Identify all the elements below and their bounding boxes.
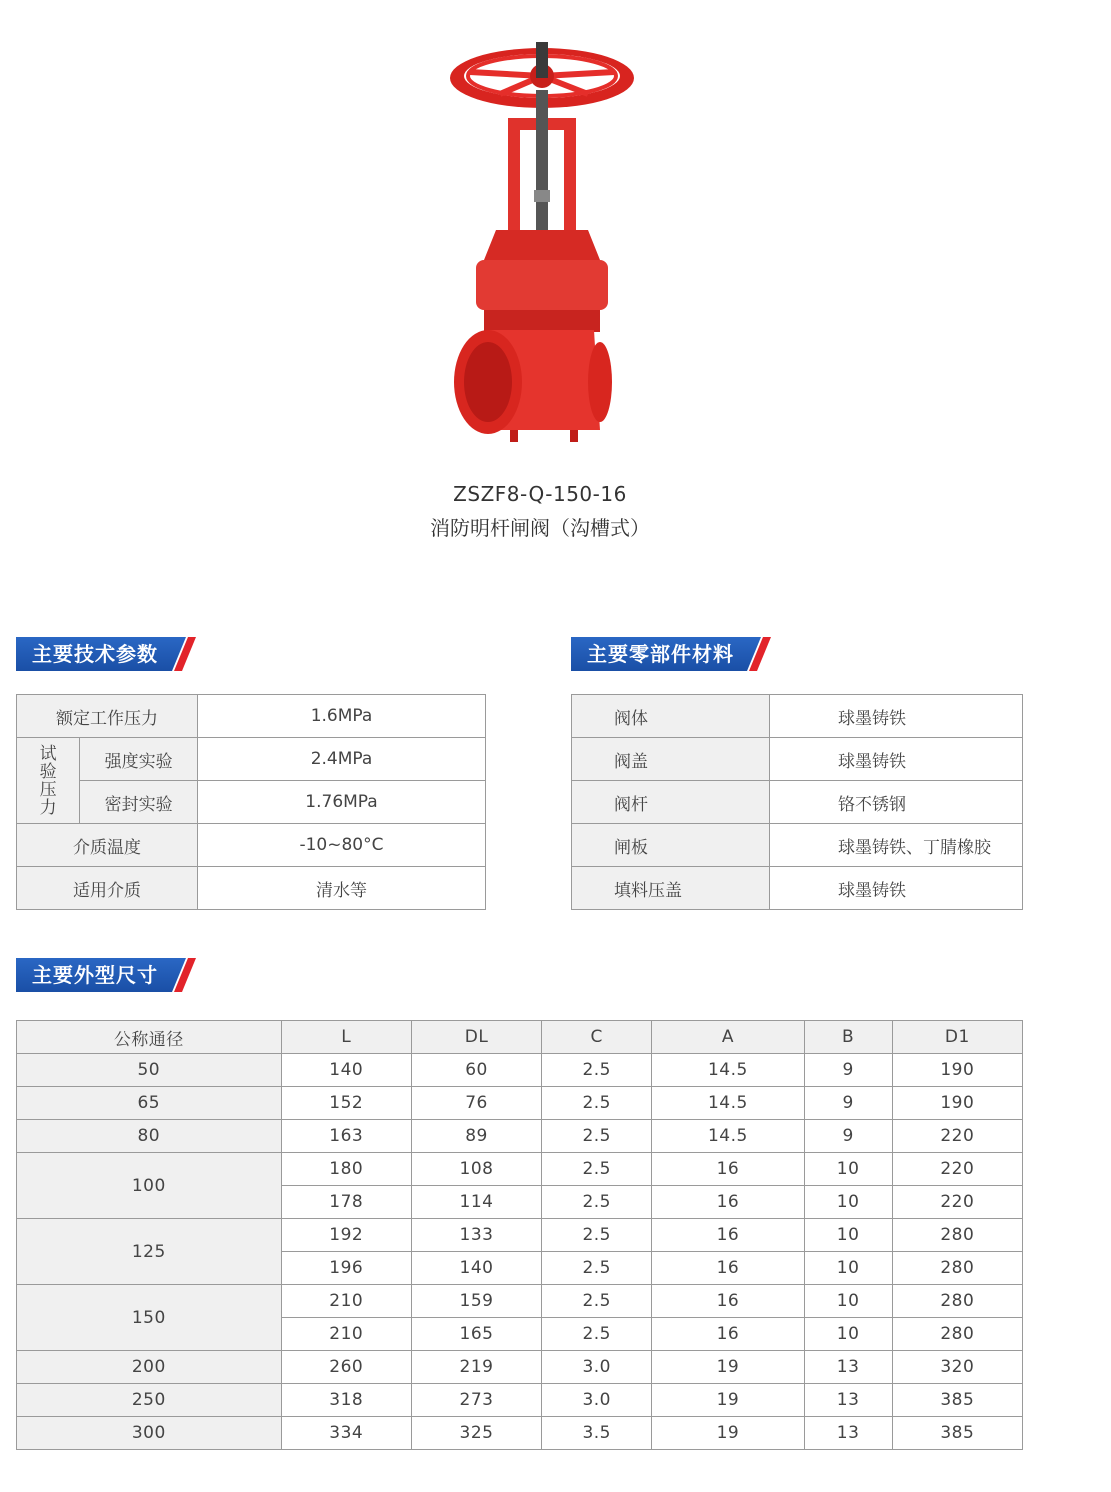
table-cell: 89 [411,1120,541,1153]
medium-label: 适用介质 [17,867,198,910]
medium-value: 清水等 [198,867,486,910]
table-row [572,824,1023,867]
table-cell: 10 [804,1318,892,1351]
table-cell: 180 [281,1153,411,1186]
column-header: DL [411,1021,541,1054]
table-row [17,738,486,781]
table-cell: 9 [804,1054,892,1087]
table-row [17,1054,1023,1087]
rated-pressure-label: 额定工作压力 [17,695,198,738]
test-pressure-label [17,738,80,824]
table-cell: 9 [804,1120,892,1153]
rated-pressure-value: 1.6MPa [198,695,486,738]
table-cell: 2.5 [542,1120,652,1153]
section-title-text: 主要外型尺寸 [32,963,158,987]
test-pressure-char: 验 [39,761,57,782]
table-cell: 318 [281,1384,411,1417]
table-cell: 210 [281,1285,411,1318]
table-row [17,1087,1023,1120]
medium-temp-value: -10~80°C [198,824,486,867]
table-cell: 320 [892,1351,1022,1384]
table-cell: 14.5 [652,1054,804,1087]
table-row [572,695,1023,738]
table-cell: 14.5 [652,1120,804,1153]
test-pressure-char: 力 [39,797,57,818]
table-cell: 13 [804,1417,892,1450]
column-header: A [652,1021,804,1054]
material-part: 填料压盖 [572,867,770,910]
column-header: L [281,1021,411,1054]
table-cell: 385 [892,1417,1022,1450]
seal-test-value: 1.76MPa [198,781,486,824]
table-cell: 3.5 [542,1417,652,1450]
medium-temp-label: 介质温度 [17,824,198,867]
table-cell: 273 [411,1384,541,1417]
table-cell: 220 [892,1120,1022,1153]
material-value: 球墨铸铁、丁腈橡胶 [770,824,1023,867]
table-cell: 13 [804,1351,892,1384]
table-cell: 16 [652,1219,804,1252]
table-cell: 19 [652,1417,804,1450]
tech-params-table [16,694,486,910]
table-cell: 3.0 [542,1351,652,1384]
table-row [572,867,1023,910]
table-cell: 2.5 [542,1054,652,1087]
strength-test-label: 强度实验 [80,738,198,781]
material-part: 阀盖 [572,738,770,781]
table-row [17,1285,1023,1318]
section-title-dimensions [16,958,196,992]
table-cell: 280 [892,1219,1022,1252]
table-cell: 60 [411,1054,541,1087]
table-row [572,738,1023,781]
strength-test-value: 2.4MPa [198,738,486,781]
table-cell: 16 [652,1285,804,1318]
red-gate-valve-image [430,30,660,460]
nominal-diameter-cell: 250 [17,1384,282,1417]
product-name: 消防明杆闸阀（沟槽式） [430,516,650,540]
table-cell: 163 [281,1120,411,1153]
section-title-tech-params [16,637,196,671]
table-cell: 280 [892,1252,1022,1285]
table-row [17,1120,1023,1153]
material-part: 阀杆 [572,781,770,824]
table-cell: 152 [281,1087,411,1120]
material-value: 球墨铸铁 [770,695,1023,738]
table-row [572,781,1023,824]
table-cell: 190 [892,1087,1022,1120]
nominal-diameter-cell: 80 [17,1120,282,1153]
table-row [17,1384,1023,1417]
table-cell: 280 [892,1318,1022,1351]
table-cell: 16 [652,1153,804,1186]
nominal-diameter-cell: 100 [17,1153,282,1219]
table-cell: 14.5 [652,1087,804,1120]
product-model: ZSZF8-Q-150-16 [453,482,627,506]
table-row [17,867,486,910]
table-cell: 2.5 [542,1285,652,1318]
material-part: 阀体 [572,695,770,738]
table-row [17,824,486,867]
nominal-diameter-cell: 125 [17,1219,282,1285]
nominal-diameter-cell: 300 [17,1417,282,1450]
column-header: D1 [892,1021,1022,1054]
table-row [17,1219,1023,1252]
table-cell: 159 [411,1285,541,1318]
nominal-diameter-cell: 200 [17,1351,282,1384]
table-cell: 220 [892,1186,1022,1219]
section-title-materials [571,637,771,671]
table-cell: 385 [892,1384,1022,1417]
table-cell: 140 [411,1252,541,1285]
table-cell: 10 [804,1252,892,1285]
nominal-diameter-cell: 50 [17,1054,282,1087]
table-cell: 140 [281,1054,411,1087]
table-cell: 196 [281,1252,411,1285]
table-cell: 16 [652,1186,804,1219]
table-cell: 2.5 [542,1252,652,1285]
table-row [17,1351,1023,1384]
test-pressure-char: 压 [39,779,57,800]
test-pressure-char: 试 [39,743,57,764]
nominal-diameter-cell: 150 [17,1285,282,1351]
table-cell: 10 [804,1285,892,1318]
table-cell: 178 [281,1186,411,1219]
table-row [17,1417,1023,1450]
table-cell: 114 [411,1186,541,1219]
materials-table [571,694,1023,910]
table-cell: 2.5 [542,1219,652,1252]
table-cell: 190 [892,1054,1022,1087]
table-cell: 210 [281,1318,411,1351]
dimensions-table [16,1020,1023,1450]
material-part: 闸板 [572,824,770,867]
table-cell: 280 [892,1285,1022,1318]
table-cell: 76 [411,1087,541,1120]
table-cell: 3.0 [542,1384,652,1417]
table-row [17,695,486,738]
table-cell: 220 [892,1153,1022,1186]
table-row [17,1153,1023,1186]
table-header-row [17,1021,1023,1054]
column-header: 公称通径 [17,1021,282,1054]
table-cell: 133 [411,1219,541,1252]
material-value: 铬不锈钢 [770,781,1023,824]
table-cell: 16 [652,1318,804,1351]
nominal-diameter-cell: 65 [17,1087,282,1120]
column-header: B [804,1021,892,1054]
table-cell: 10 [804,1153,892,1186]
table-cell: 2.5 [542,1087,652,1120]
table-cell: 13 [804,1384,892,1417]
section-title-text: 主要零部件材料 [587,642,734,666]
table-cell: 16 [652,1252,804,1285]
column-header: C [542,1021,652,1054]
table-cell: 108 [411,1153,541,1186]
table-cell: 2.5 [542,1153,652,1186]
seal-test-label: 密封实验 [80,781,198,824]
table-cell: 325 [411,1417,541,1450]
table-cell: 2.5 [542,1318,652,1351]
section-title-text: 主要技术参数 [32,642,158,666]
table-cell: 334 [281,1417,411,1450]
table-cell: 2.5 [542,1186,652,1219]
table-cell: 260 [281,1351,411,1384]
material-value: 球墨铸铁 [770,738,1023,781]
material-value: 球墨铸铁 [770,867,1023,910]
table-cell: 165 [411,1318,541,1351]
table-cell: 19 [652,1351,804,1384]
table-cell: 9 [804,1087,892,1120]
table-cell: 19 [652,1384,804,1417]
table-cell: 10 [804,1186,892,1219]
table-row [17,781,486,824]
table-cell: 192 [281,1219,411,1252]
table-cell: 10 [804,1219,892,1252]
table-cell: 219 [411,1351,541,1384]
